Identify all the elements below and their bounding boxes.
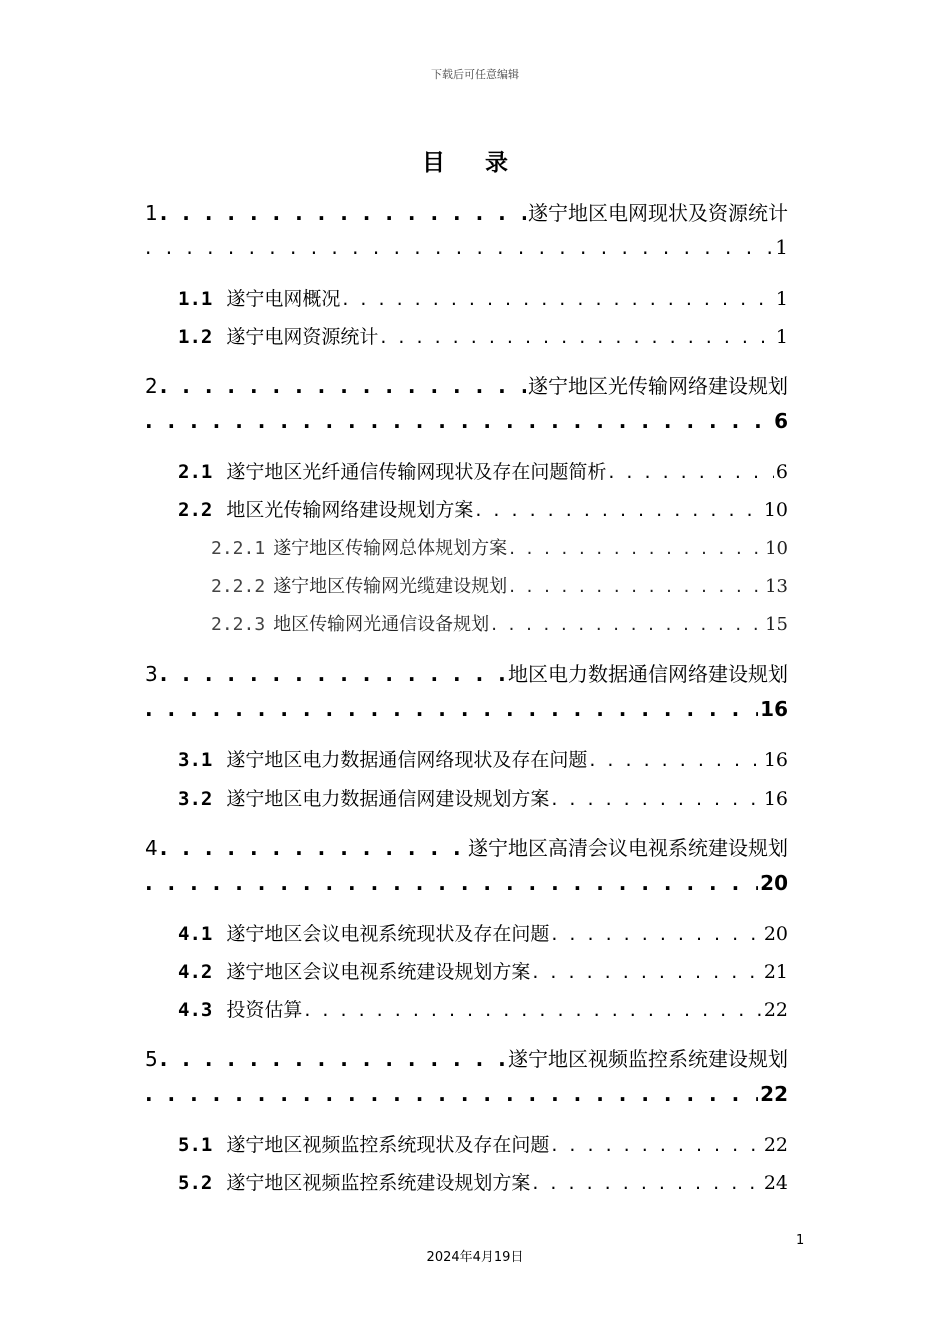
dot-leader <box>589 749 761 771</box>
toc-entry-page: 16 <box>763 749 788 771</box>
toc-entry-3-1[interactable] <box>178 745 788 772</box>
toc-entry-1[interactable] <box>145 197 788 226</box>
dot-leader <box>304 999 761 1021</box>
toc-entry-title: 地区电力数据通信网络建设规划 <box>508 662 788 686</box>
dot-leader <box>160 836 466 860</box>
toc-entry-number: 2.1 <box>178 461 213 483</box>
dot-leader <box>532 961 761 983</box>
toc-entry-page: 1 <box>775 288 788 310</box>
toc-entry-2-1[interactable] <box>178 457 788 484</box>
dot-leader <box>509 576 763 597</box>
toc-entry-page: 6 <box>774 409 788 433</box>
toc-title: 目录 <box>422 150 548 176</box>
toc-entry-2-2[interactable] <box>178 495 788 522</box>
dot-leader <box>145 235 773 259</box>
dot-leader <box>145 871 758 895</box>
toc-entry-2-2-1[interactable] <box>211 534 788 560</box>
toc-entry-title: 遂宁电网资源统计 <box>226 326 379 348</box>
toc-entry-page: 24 <box>763 1172 788 1194</box>
toc-entry-number: 2 <box>145 374 158 398</box>
toc-entry-4-page-line[interactable] <box>145 871 788 895</box>
toc-entry-number: 4.2 <box>178 961 213 983</box>
toc-entry-number: 4.1 <box>178 923 213 945</box>
toc-entry-4[interactable] <box>145 832 788 861</box>
dot-leader <box>509 538 763 559</box>
toc-entry-number: 3.1 <box>178 749 213 771</box>
dot-leader <box>160 662 506 686</box>
toc-entry-number: 5 <box>145 1047 158 1071</box>
toc-entry-1-page-line[interactable] <box>145 235 788 259</box>
toc-entry-page: 22 <box>763 1134 788 1156</box>
dot-leader <box>608 461 774 483</box>
dot-leader <box>145 409 772 433</box>
toc-entry-number: 5.2 <box>178 1172 213 1194</box>
page-number: 1 <box>796 1233 805 1248</box>
toc-entry-page: 13 <box>765 576 788 597</box>
toc-entry-4-1[interactable] <box>178 919 788 946</box>
toc-entry-page: 21 <box>763 961 788 983</box>
toc-entry-5[interactable] <box>145 1043 788 1072</box>
toc-entry-2-2-3[interactable] <box>211 610 788 636</box>
toc-entry-page: 10 <box>763 499 788 521</box>
toc-entry-title: 遂宁地区视频监控系统现状及存在问题 <box>226 1134 550 1156</box>
toc-entry-number: 2.2.1 <box>211 538 266 559</box>
toc-entry-title: 遂宁地区光纤通信传输网现状及存在问题简析 <box>226 461 607 483</box>
toc-entry-title: 遂宁地区光传输网络建设规划 <box>528 374 788 398</box>
toc-entry-number: 2.2.2 <box>211 576 266 597</box>
toc-entry-2[interactable] <box>145 370 788 399</box>
dot-leader <box>532 1172 761 1194</box>
toc-entry-number: 2.2.3 <box>211 614 266 635</box>
toc-entry-5-page-line[interactable] <box>145 1082 788 1106</box>
toc-entry-page: 6 <box>775 461 788 483</box>
toc-entry-number: 3.2 <box>178 788 213 810</box>
toc-entry-title: 遂宁地区电力数据通信网建设规划方案 <box>226 788 550 810</box>
toc-entry-2-2-2[interactable] <box>211 572 788 598</box>
toc-entry-3-page-line[interactable] <box>145 697 788 721</box>
toc-entry-title: 遂宁地区会议电视系统建设规划方案 <box>226 961 531 983</box>
toc-entry-title: 遂宁地区传输网光缆建设规划 <box>273 576 508 597</box>
dot-leader <box>491 614 763 635</box>
toc-entry-number: 1.2 <box>178 326 213 348</box>
toc-entry-page: 15 <box>765 614 788 635</box>
dot-leader <box>475 499 761 521</box>
toc-entry-page: 22 <box>760 1082 788 1106</box>
toc-entry-page: 1 <box>775 326 788 348</box>
toc-entry-page: 22 <box>763 999 788 1021</box>
toc-entry-title: 遂宁地区电力数据通信网络现状及存在问题 <box>226 749 588 771</box>
toc-entry-title: 遂宁地区会议电视系统现状及存在问题 <box>226 923 550 945</box>
toc-entry-page: 10 <box>765 538 788 559</box>
toc-entry-number: 3 <box>145 662 158 686</box>
toc-entry-4-2[interactable] <box>178 957 788 984</box>
dot-leader <box>551 788 761 810</box>
toc-entry-number: 1 <box>145 201 158 225</box>
toc-entry-title: 遂宁地区高清会议电视系统建设规划 <box>468 836 788 860</box>
toc-entry-3-2[interactable] <box>178 784 788 811</box>
dot-leader <box>145 1082 758 1106</box>
toc-entry-number: 4 <box>145 836 158 860</box>
toc-entry-3[interactable] <box>145 658 788 687</box>
toc-entry-page: 16 <box>760 697 788 721</box>
dot-leader <box>380 326 774 348</box>
dot-leader <box>145 697 758 721</box>
dot-leader <box>160 201 526 225</box>
toc-entry-page: 20 <box>763 923 788 945</box>
toc-entry-title: 遂宁地区传输网总体规划方案 <box>273 538 508 559</box>
dot-leader <box>551 1134 761 1156</box>
toc-entry-5-1[interactable] <box>178 1130 788 1157</box>
dot-leader <box>342 288 774 310</box>
toc-entry-number: 5.1 <box>178 1134 213 1156</box>
footer-date: 2024年4月19日 <box>426 1250 524 1265</box>
toc-entry-title: 遂宁地区电网现状及资源统计 <box>528 201 788 225</box>
toc-entry-number: 2.2 <box>178 499 213 521</box>
header-note: 下载后可任意编辑 <box>431 68 519 81</box>
toc-entry-title: 投资估算 <box>226 999 303 1021</box>
toc-entry-1-1[interactable] <box>178 284 788 311</box>
toc-entry-page: 20 <box>760 871 788 895</box>
toc-entry-page: 1 <box>775 235 788 259</box>
toc-entry-1-2[interactable] <box>178 322 788 349</box>
toc-entry-number: 1.1 <box>178 288 213 310</box>
toc-entry-2-page-line[interactable] <box>145 409 788 433</box>
toc-entry-4-3[interactable] <box>178 995 788 1022</box>
toc-entry-title: 遂宁地区视频监控系统建设规划方案 <box>226 1172 531 1194</box>
toc-entry-page: 16 <box>763 788 788 810</box>
dot-leader <box>160 374 526 398</box>
toc-entry-number: 4.3 <box>178 999 213 1021</box>
dot-leader <box>551 923 761 945</box>
toc-entry-5-2[interactable] <box>178 1168 788 1195</box>
toc-entry-title: 地区光传输网络建设规划方案 <box>226 499 474 521</box>
toc-entry-title: 遂宁地区视频监控系统建设规划 <box>508 1047 788 1071</box>
dot-leader <box>160 1047 506 1071</box>
toc-entry-title: 遂宁电网概况 <box>226 288 341 310</box>
toc-entry-title: 地区传输网光通信设备规划 <box>273 614 490 635</box>
